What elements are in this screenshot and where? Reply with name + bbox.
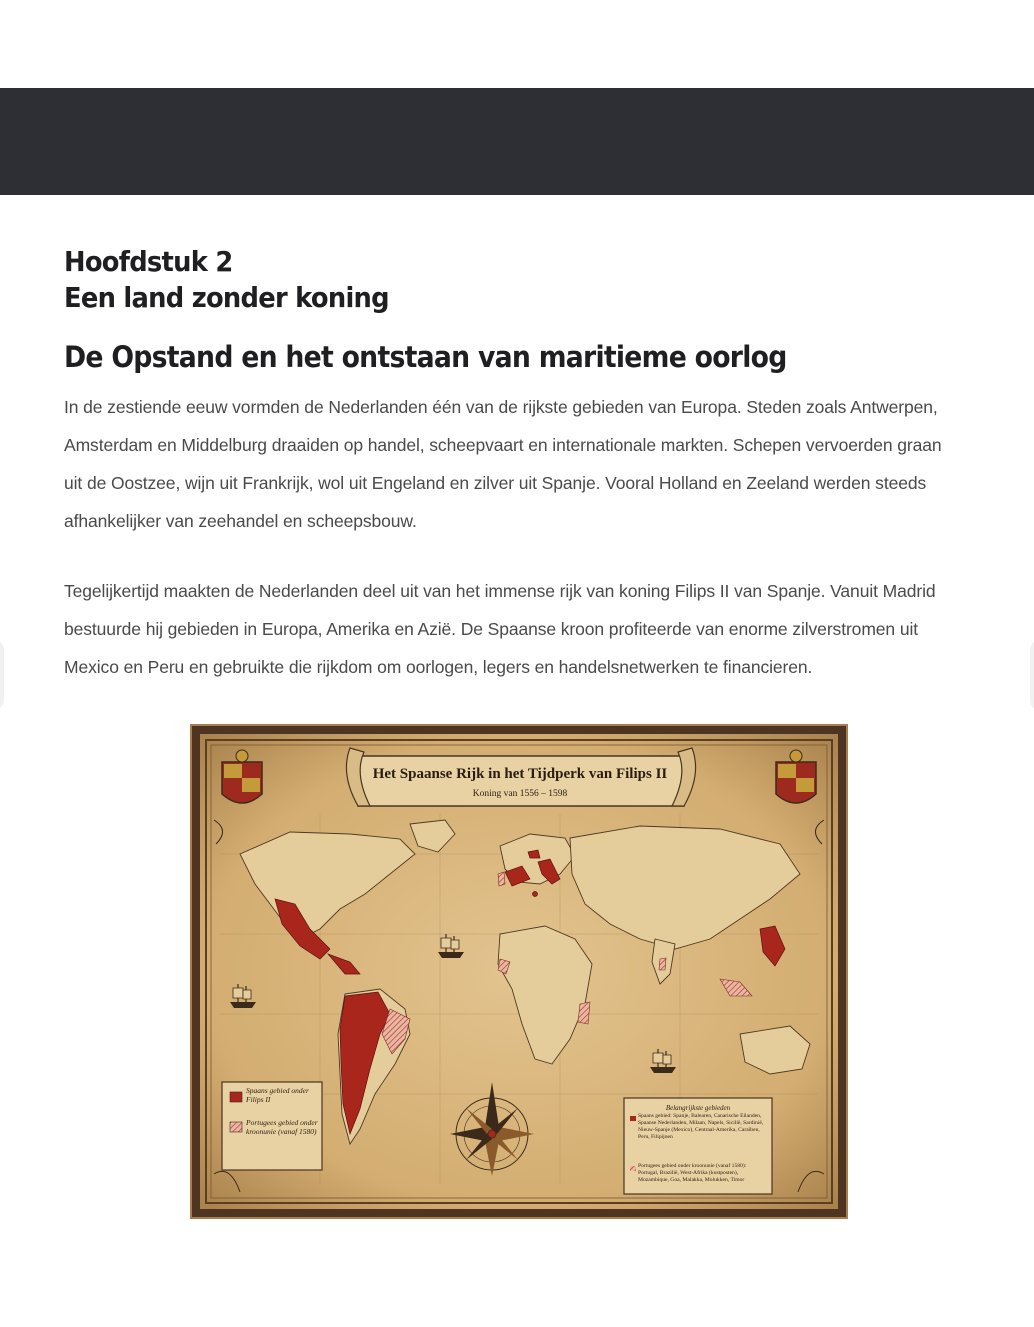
map-svg (200, 734, 838, 1209)
portugal (498, 872, 505, 886)
legend-swatch-portuguese (230, 1122, 242, 1132)
chapter-title: Een land zonder koning (64, 281, 389, 314)
legend-right-spanish-text: Spanje, Balearen, Canarische Eilanden, Spaanse Nederlanden, Milaan, Napels, Sicilië, Sardinië, Nieuw-Spanje (Mexico), Centraal-Amerika, Caraïben, Peru, Filipijnen (638, 1113, 764, 1140)
historical-map-image (190, 724, 848, 1219)
legend-right-swatch-portuguese (630, 1166, 636, 1171)
legend-portuguese-label: Portugees gebied onder kroonunie (vanaf 1580) (246, 1118, 318, 1136)
map-title: Het Spaanse Rijk in het Tijdperk van Filips II (372, 766, 668, 782)
article (64, 244, 964, 686)
map-subtitle: Koning van 1556 – 1598 (472, 789, 568, 799)
legend-heading: Belangrijkste gebieden (665, 1104, 731, 1112)
paragraph-2: Tegelijkertijd maakten de Nederlanden deel uit van het immense rijk van koning Filips II van Spanje. Vanuit Madrid bestuurde hij gebieden in Europa, Amerika en Azië. De Spaanse kroon profiteerde van enorme zilverstromen uit Mexico en Peru en gebruikte die rijkdom om oorlogen, legers en handelsnetwerken te financieren. (64, 581, 936, 677)
mediterranean-islands (533, 892, 538, 897)
next-page-tab[interactable] (1030, 640, 1034, 710)
section-title: De Opstand en het ontstaan van maritieme oorlog (64, 340, 787, 374)
legend-right-portuguese-text: Portugal, Brazilië, West-Afrika (kustposten), Mozambique, Goa, Malakka, Molukken, Timor (638, 1170, 745, 1183)
title-scroll (346, 748, 695, 806)
previous-page-tab[interactable] (0, 640, 4, 710)
goa (659, 958, 666, 970)
mozambique (578, 1002, 590, 1024)
legend-swatch-spanish (230, 1092, 242, 1102)
map-legend-right (624, 1098, 772, 1194)
map-legend-left (222, 1082, 322, 1170)
legend-spanish-label: Spaans gebied onder Filips II (246, 1086, 309, 1104)
legend-right-swatch-spanish (630, 1116, 636, 1121)
chapter-number: Hoofdstuk 2 (64, 245, 233, 278)
paragraph-1: In de zestiende eeuw vormden de Nederlanden één van de rijkste gebieden van Europa. Steden zoals Antwerpen, Amsterdam en Middelburg draaiden op handel, scheepvaart en internationale markten. Schepen vervoerden graan uit de Oostzee, wijn uit Frankrijk, wol uit Engeland en zilver uit Spanje. Vooral Holland en Zeeland werden steeds afhankelijker van zeehandel en scheepsbouw. (64, 397, 942, 531)
legend-right-spanish-label: Spaans gebied: (638, 1113, 672, 1119)
top-header-bar (0, 88, 1034, 195)
chapter-heading (64, 244, 892, 316)
legend-right-portuguese-label: Portugees gebied onder kroonunie (vanaf 1580): (638, 1163, 747, 1169)
